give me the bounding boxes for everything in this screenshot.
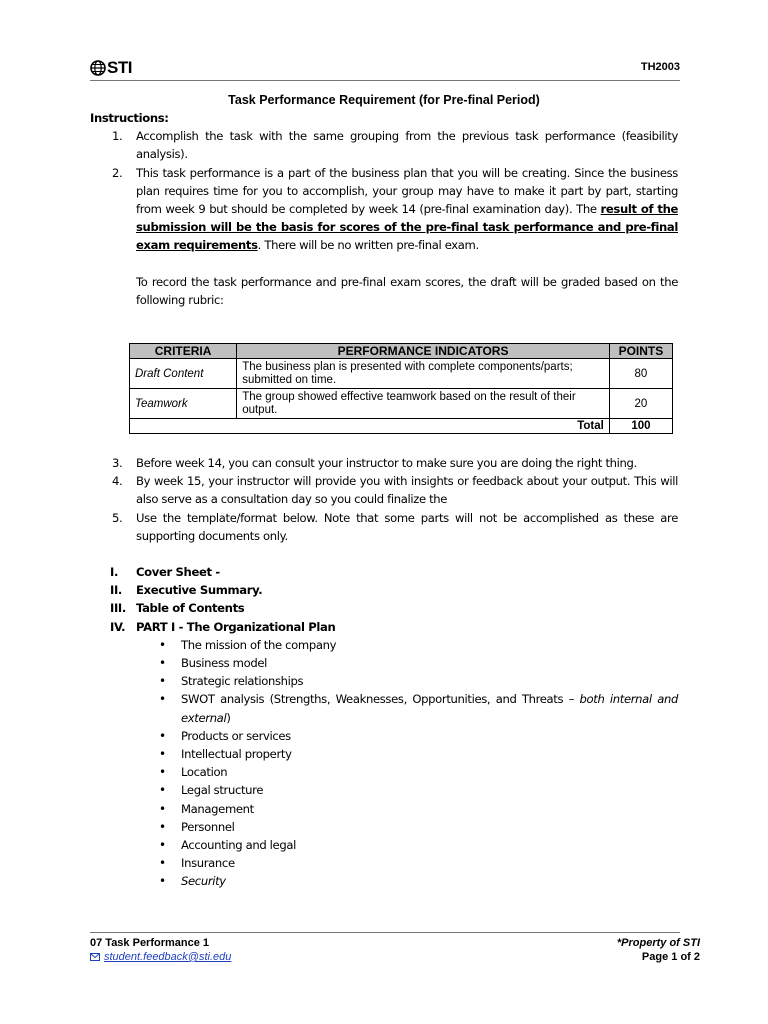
list-item: • The mission of the company bbox=[90, 636, 678, 654]
outline-text: Cover Sheet - bbox=[136, 565, 220, 580]
outline-text: PART I - The Organizational Plan bbox=[136, 619, 336, 634]
bullet-icon: • bbox=[159, 838, 166, 853]
item-text: Before week 14, you can consult your instructor to make sure you are doing the right thing. bbox=[136, 456, 637, 470]
rubric-criteria-cell: Teamwork bbox=[130, 389, 237, 419]
bullet-icon: • bbox=[159, 728, 166, 743]
item-number: 3. bbox=[112, 456, 123, 470]
page-number: Page 1 of 2 bbox=[641, 951, 700, 963]
list-item: • Security bbox=[90, 872, 678, 890]
instructions-section bbox=[90, 109, 678, 309]
instructions-label: Instructions: bbox=[90, 111, 169, 125]
list-item: • SWOT analysis (Strengths, Weaknesses, Opportunities, and Threats – both internal and external) bbox=[159, 692, 678, 725]
outline-number: I. bbox=[110, 565, 119, 580]
bullet-icon: • bbox=[159, 637, 166, 652]
item-text: Use the template/format below. Note that some parts will not be accomplished as these are supporting documents only. bbox=[136, 510, 678, 543]
property-notice: *Property of STI bbox=[616, 937, 700, 949]
outline-item-table-of-contents bbox=[90, 599, 678, 617]
rubric-criteria-cell: Draft Content bbox=[130, 359, 237, 389]
outline-number: III. bbox=[110, 601, 126, 616]
outline-item-executive-summary bbox=[90, 581, 678, 599]
bullet-icon: • bbox=[159, 783, 166, 798]
outline-item-cover-sheet bbox=[90, 563, 678, 581]
rubric-header-row bbox=[130, 344, 673, 359]
instructions-continued bbox=[90, 454, 678, 891]
rubric-total-row bbox=[130, 419, 673, 434]
bullet-icon: • bbox=[159, 856, 166, 871]
item-number: 2. bbox=[112, 165, 123, 180]
instruction-item-3 bbox=[90, 454, 678, 472]
outline-item-organizational-plan bbox=[90, 618, 678, 636]
header-divider bbox=[90, 80, 680, 81]
footer-divider bbox=[90, 932, 680, 933]
feedback-email: student.feedback@sti.edu bbox=[104, 951, 232, 963]
list-item: • Strategic relationships bbox=[90, 672, 678, 690]
emphasis-text: result of the submission will be the basis for scores of the pre-final task performance and pre-final exam requirements bbox=[136, 202, 678, 253]
table-row bbox=[130, 389, 673, 419]
rubric-table bbox=[129, 343, 673, 434]
instruction-item-2 bbox=[90, 164, 678, 255]
rubric-total-label: Total bbox=[130, 419, 610, 434]
bullet-icon: • bbox=[159, 874, 166, 889]
outline-number: II. bbox=[110, 583, 122, 598]
item-text: By week 15, your instructor will provide you with insights or feedback about your output. This will also serve as a consultation day so you could finalize the bbox=[136, 474, 678, 507]
item-number: 4. bbox=[112, 474, 123, 489]
item-number: 5. bbox=[112, 510, 123, 525]
list-item: • Location bbox=[90, 763, 678, 781]
spacer bbox=[90, 255, 678, 273]
list-item: • Business model bbox=[90, 654, 678, 672]
sti-globe-icon bbox=[90, 60, 106, 76]
instruction-item-1 bbox=[90, 127, 678, 163]
bullet-icon: • bbox=[159, 801, 166, 816]
list-item: • Legal structure bbox=[90, 781, 678, 799]
outline-text: Executive Summary. bbox=[136, 583, 263, 598]
footer-left bbox=[90, 936, 231, 965]
list-item: • Intellectual property bbox=[90, 745, 678, 763]
bullet-icon: • bbox=[159, 765, 166, 780]
page-title: Task Performance Requirement (for Pre-final Period) bbox=[228, 93, 540, 107]
footer-right bbox=[617, 936, 700, 964]
rubric-intro: To record the task performance and pre-final exam scores, the draft will be graded based on the following rubric: bbox=[136, 274, 678, 307]
rubric-header-indicators: PERFORMANCE INDICATORS bbox=[237, 344, 610, 359]
rubric-points-cell: 20 bbox=[609, 389, 672, 419]
rubric-header-criteria: CRITERIA bbox=[130, 344, 237, 359]
rubric-points-cell: 80 bbox=[609, 359, 672, 389]
rubric-header-points: POINTS bbox=[609, 344, 672, 359]
bullet-icon: • bbox=[159, 656, 166, 671]
list-item: • Insurance bbox=[90, 854, 678, 872]
rubric-indicator-cell: The group showed effective teamwork based on the result of their output. bbox=[237, 389, 610, 419]
item-text: This task performance is a part of the business plan that you will be creating. Since the business plan requires time for you to accomplish, your group may have to make it part by part, starting from week 9 but should be completed by week 14 (pre-final examination day). The bbox=[136, 165, 678, 217]
spacer bbox=[90, 545, 678, 563]
organizational-plan-list bbox=[90, 636, 678, 891]
outline-number: IV. bbox=[110, 619, 126, 634]
list-item: • Products or services bbox=[90, 727, 678, 745]
footer-doc-title: 07 Task Performance 1 bbox=[90, 937, 210, 949]
instruction-item-4 bbox=[90, 472, 678, 508]
item-text: Accomplish the task with the same grouping from the previous task performance (feasibility analysis). bbox=[136, 129, 678, 162]
list-item: • Management bbox=[90, 800, 678, 818]
feedback-email-link[interactable] bbox=[90, 950, 231, 964]
sti-logo bbox=[90, 58, 132, 78]
bullet-icon: • bbox=[159, 747, 166, 762]
table-row bbox=[130, 359, 673, 389]
instruction-item-5 bbox=[90, 509, 678, 545]
page-header bbox=[90, 58, 680, 82]
rubric-total-value: 100 bbox=[609, 419, 672, 434]
outline-text: Table of Contents bbox=[136, 601, 245, 616]
list-item: • Accounting and legal bbox=[90, 836, 678, 854]
item-text-tail: . There will be no written pre-final exam. bbox=[257, 238, 479, 253]
list-item: • Personnel bbox=[90, 818, 678, 836]
item-number: 1. bbox=[112, 129, 123, 144]
rubric-indicator-cell: The business plan is presented with complete components/parts; submitted on time. bbox=[237, 359, 610, 389]
bullet-icon: • bbox=[159, 674, 166, 689]
bullet-icon: • bbox=[159, 819, 166, 834]
logo-text: STI bbox=[107, 58, 132, 77]
envelope-icon bbox=[90, 953, 100, 961]
document-code: TH2003 bbox=[640, 61, 680, 73]
bullet-icon: • bbox=[159, 692, 166, 707]
